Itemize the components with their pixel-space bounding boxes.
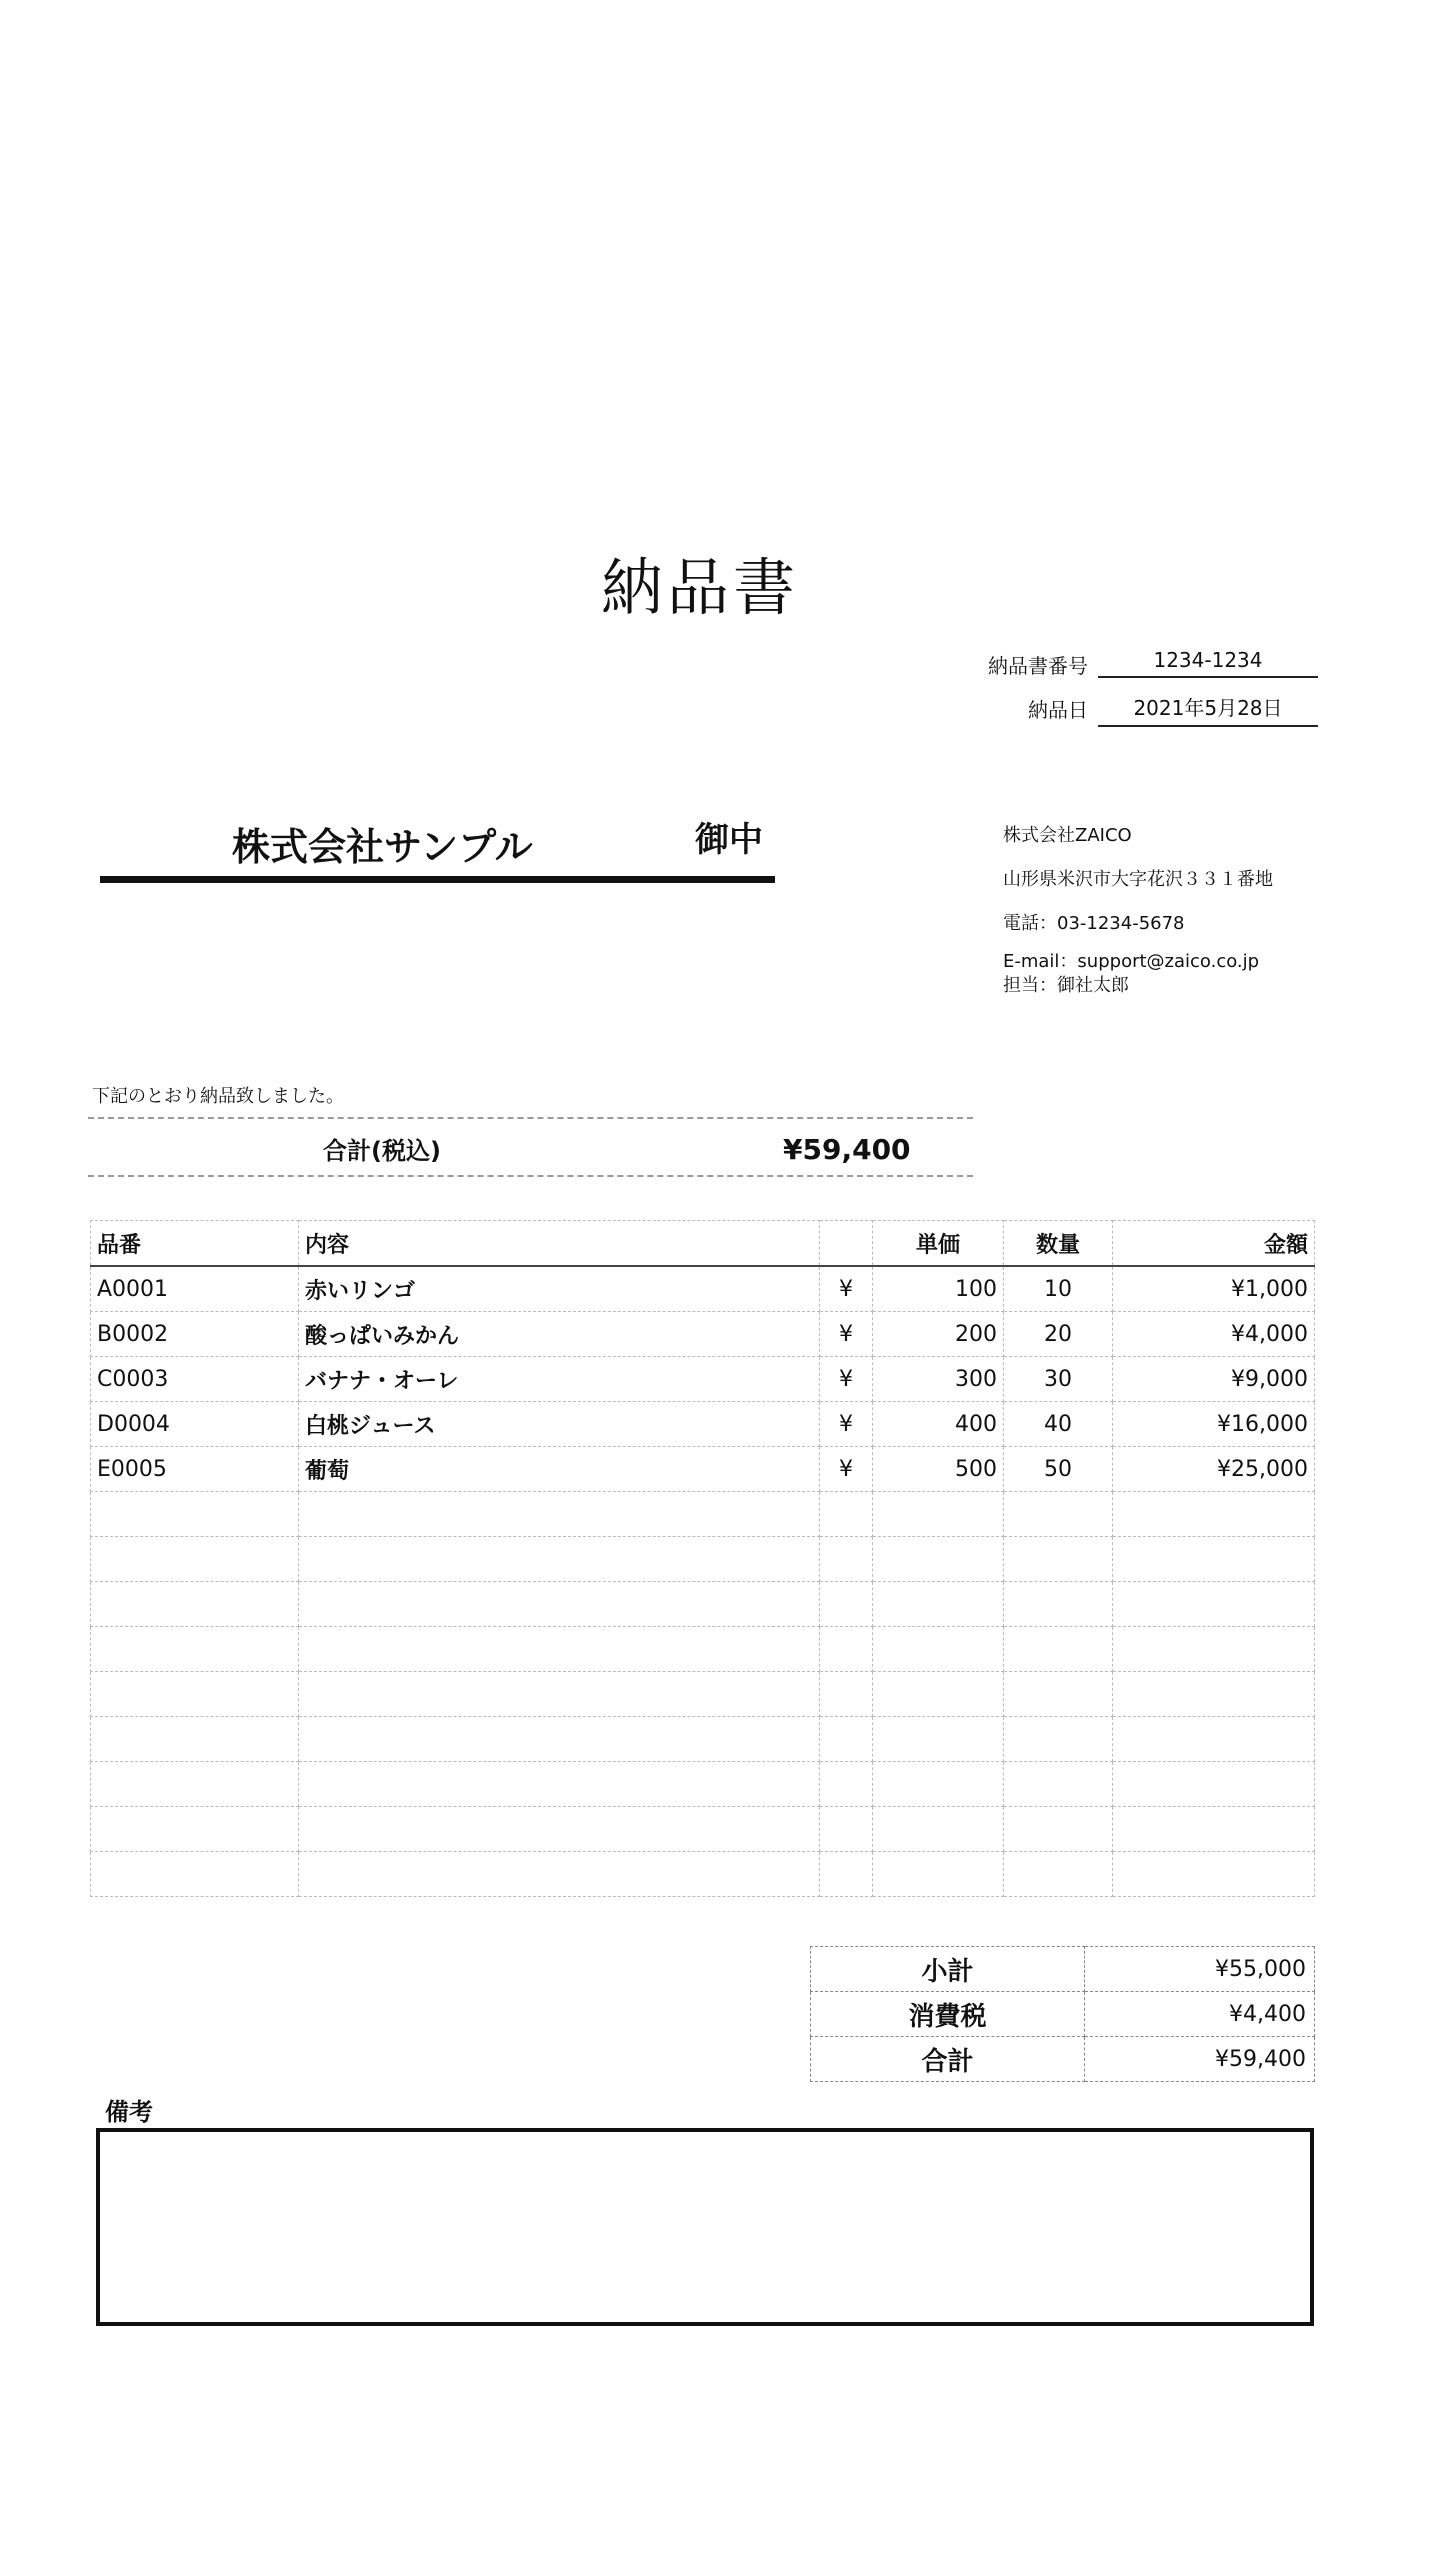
empty-table-row (91, 1762, 1315, 1807)
item-qty: 30 (1004, 1357, 1113, 1402)
grand-total-value: ¥59,400 (1085, 2037, 1315, 2082)
delivery-number-row (960, 642, 1330, 682)
item-price: 200 (873, 1312, 1004, 1357)
tax-row (811, 1992, 1315, 2037)
total-label: 合計(税込) (323, 1137, 441, 1165)
subtotal-label: 小計 (811, 1947, 1085, 1992)
items-table (90, 1220, 1315, 1897)
item-desc: 白桃ジュース (299, 1402, 820, 1447)
item-desc: 酸っぱいみかん (299, 1312, 820, 1357)
empty-table-row (91, 1582, 1315, 1627)
empty-table-row (91, 1627, 1315, 1672)
header-desc: 内容 (299, 1221, 820, 1267)
sender-company: 株式会社ZAICO (1003, 825, 1132, 846)
item-code: A0001 (91, 1266, 299, 1312)
header-amount: 金額 (1113, 1221, 1315, 1267)
grand-total-label: 合計 (811, 2037, 1085, 2082)
header-qty: 数量 (1004, 1221, 1113, 1267)
intro-text: 下記のとおり納品致しました。 (92, 1086, 344, 1107)
item-code: D0004 (91, 1402, 299, 1447)
empty-table-row (91, 1492, 1315, 1537)
document-title: 納品書 (600, 551, 799, 624)
delivery-date-label: 納品日 (1028, 698, 1088, 722)
table-row (91, 1266, 1315, 1312)
recipient-honorific: 御中 (695, 820, 763, 860)
table-row (91, 1447, 1315, 1492)
table-row (91, 1402, 1315, 1447)
tax-label: 消費税 (811, 1992, 1085, 2037)
sender-person: 担当：御社太郎 (1003, 975, 1129, 996)
empty-table-row (91, 1537, 1315, 1582)
item-qty: 50 (1004, 1447, 1113, 1492)
item-amount: ¥16,000 (1113, 1402, 1315, 1447)
remarks-box (96, 2128, 1314, 2326)
item-code: E0005 (91, 1447, 299, 1492)
item-price: 100 (873, 1266, 1004, 1312)
item-desc: 葡萄 (299, 1447, 820, 1492)
item-yen: ¥ (820, 1402, 873, 1447)
total-value: ¥59,400 (783, 1133, 911, 1166)
summary-table (810, 1946, 1315, 2082)
delivery-date-row (960, 686, 1330, 726)
recipient-block (100, 812, 775, 883)
subtotal-value: ¥55,000 (1085, 1947, 1315, 1992)
item-yen: ¥ (820, 1312, 873, 1357)
table-row (91, 1357, 1315, 1402)
tax-value: ¥4,400 (1085, 1992, 1315, 2037)
item-price: 500 (873, 1447, 1004, 1492)
header-code: 品番 (91, 1221, 299, 1267)
delivery-number-label: 納品書番号 (988, 654, 1088, 678)
subtotal-row (811, 1947, 1315, 1992)
header-yen (820, 1221, 873, 1267)
item-price: 400 (873, 1402, 1004, 1447)
sender-email: E-mail：support@zaico.co.jp (1003, 951, 1260, 972)
empty-table-row (91, 1717, 1315, 1762)
delivery-date-value: 2021年5月28日 (1098, 692, 1318, 727)
item-desc: バナナ・オーレ (299, 1357, 820, 1402)
item-qty: 10 (1004, 1266, 1113, 1312)
item-yen: ¥ (820, 1266, 873, 1312)
sender-phone: 電話：03-1234-5678 (1003, 913, 1185, 934)
items-header-row (91, 1221, 1315, 1267)
delivery-number-value: 1234-1234 (1098, 648, 1318, 678)
remarks-label: 備考 (105, 2098, 153, 2126)
empty-table-row (91, 1672, 1315, 1717)
item-desc: 赤いリンゴ (299, 1266, 820, 1312)
recipient-name: 株式会社サンプル (232, 825, 533, 869)
item-code: B0002 (91, 1312, 299, 1357)
item-yen: ¥ (820, 1447, 873, 1492)
header-price: 単価 (873, 1221, 1004, 1267)
item-qty: 20 (1004, 1312, 1113, 1357)
item-amount: ¥4,000 (1113, 1312, 1315, 1357)
empty-table-row (91, 1852, 1315, 1897)
empty-table-row (91, 1807, 1315, 1852)
item-code: C0003 (91, 1357, 299, 1402)
item-qty: 40 (1004, 1402, 1113, 1447)
item-amount: ¥1,000 (1113, 1266, 1315, 1312)
item-price: 300 (873, 1357, 1004, 1402)
grand-total-row (811, 2037, 1315, 2082)
item-amount: ¥25,000 (1113, 1447, 1315, 1492)
sender-address: 山形県米沢市大字花沢３３１番地 (1003, 869, 1273, 890)
item-yen: ¥ (820, 1357, 873, 1402)
table-row (91, 1312, 1315, 1357)
total-summary-box (88, 1117, 973, 1177)
sender-block (1003, 826, 1273, 996)
item-amount: ¥9,000 (1113, 1357, 1315, 1402)
